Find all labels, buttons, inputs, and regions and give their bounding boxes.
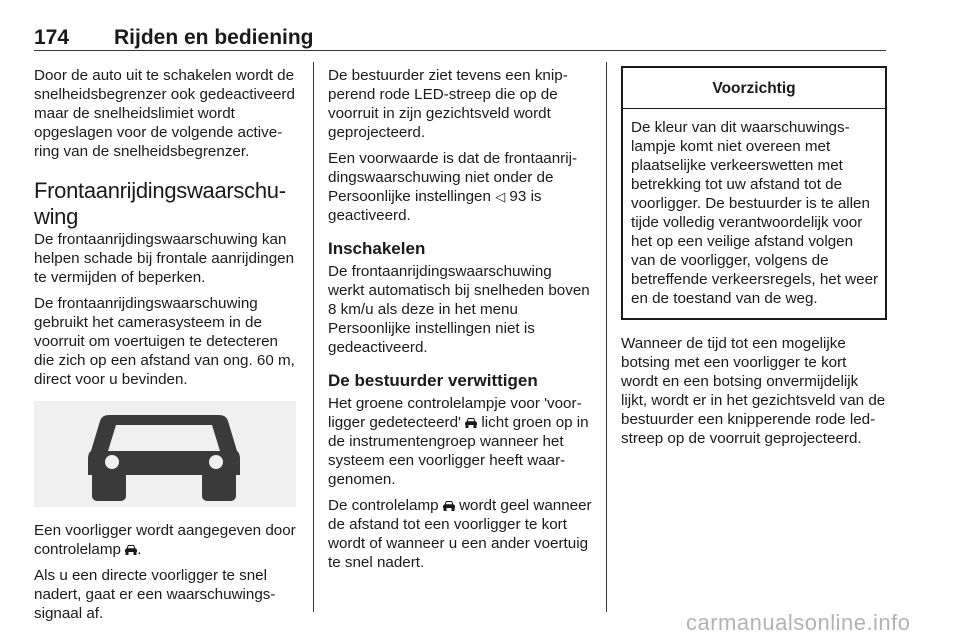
column-divider: [313, 62, 314, 612]
watermark: carmanualsonline.info: [686, 610, 911, 635]
column-1: [34, 66, 296, 630]
paragraph: De frontaanrijdingswaarschuwing kan helpen schade bij frontale aanrijdingen te vermijden of beperken.: [34, 231, 295, 286]
section-heading: Frontaanrijdingswaarschuwing: [34, 178, 287, 229]
paragraph: Wanneer de tijd tot een mogelijke botsing met een voorligger te kort wordt en een botsing onvermijdelijk lijkt, wordt er in het gezichtsveld van de bestuurder een knipperende rode led-streep op de voorruit geprojecteerd.: [621, 335, 886, 447]
caution-box: [621, 66, 887, 320]
caution-text: De kleur van dit waarschuwingslampje komt niet overeen met plaatselijke verkeerswetten met betrekking tot uw afstand tot de voorligger. De bestuurder is te allen tijde volledig verantwoordelijk voor het op een veilige afstand volgen van de voorligger, volgens de betreffende verkeersregels, het weer en de toestand van de weg.: [631, 119, 879, 307]
paragraph: Als u een directe voorligger te snel nadert, gaat er een waarschuwingssignaal af.: [34, 567, 276, 622]
subheading-warn-driver: De bestuurder verwittigen: [328, 371, 538, 390]
page-reference[interactable]: 93: [509, 188, 527, 205]
paragraph: De controlelamp wordt geel wanneer de afstand tot een voorligger te kort wordt of wanneer u een ander voertuig te snel nadert.: [328, 497, 592, 571]
paragraph: Een voorligger wordt aangegeven door controlelamp .: [34, 522, 296, 558]
column-divider: [606, 62, 607, 612]
paragraph: Een voorwaarde is dat de frontaanrijdingswaarschuwing niet onder de Persoonlijke instellingen ◁ 93 is geactiveerd.: [328, 150, 578, 224]
car-front-icon: [34, 401, 296, 507]
car-warning-figure: [34, 401, 296, 507]
column-2: [328, 66, 592, 579]
car-front-icon: [443, 500, 455, 511]
paragraph: De bestuurder ziet tevens een knipperend rode LED-streep die op de voorruit in zijn gezichtsveld wordt geprojecteerd.: [328, 67, 568, 141]
page-header: [34, 22, 886, 51]
paragraph: Het groene controlelampje voor 'voorligger gedetecteerd' licht groen op in de instrumentengroep wanneer het systeem een voorligger heeft waargenomen.: [328, 395, 589, 488]
caution-title: Voorzichtig: [623, 68, 885, 109]
page-number: 174: [34, 26, 70, 49]
chapter-title: Rijden en bediening: [114, 26, 314, 49]
intro-paragraph: Door de auto uit te schakelen wordt de snelheidsbegrenzer ook gedeactiveerd maar de snelheidslimiet wordt opgeslagen voor de volgende activering van de snelheidsbegrenzer.: [34, 67, 295, 160]
paragraph: De frontaanrijdingswaarschuwing gebruikt het camerasysteem in de voorruit om voertuigen te detecteren die zich op een afstand van ong. 60 m, direct voor u bevinden.: [34, 295, 295, 388]
subheading-activate: Inschakelen: [328, 239, 426, 258]
paragraph: De frontaanrijdingswaarschuwing werkt automatisch bij snelheden boven 8 km/u als deze in het menu Persoonlijke instellingen niet is gedeactiveerd.: [328, 263, 590, 356]
column-3: [621, 66, 887, 455]
triangle-ref-icon: ◁: [495, 189, 506, 204]
car-front-icon: [465, 417, 477, 428]
car-front-icon: [125, 544, 137, 555]
